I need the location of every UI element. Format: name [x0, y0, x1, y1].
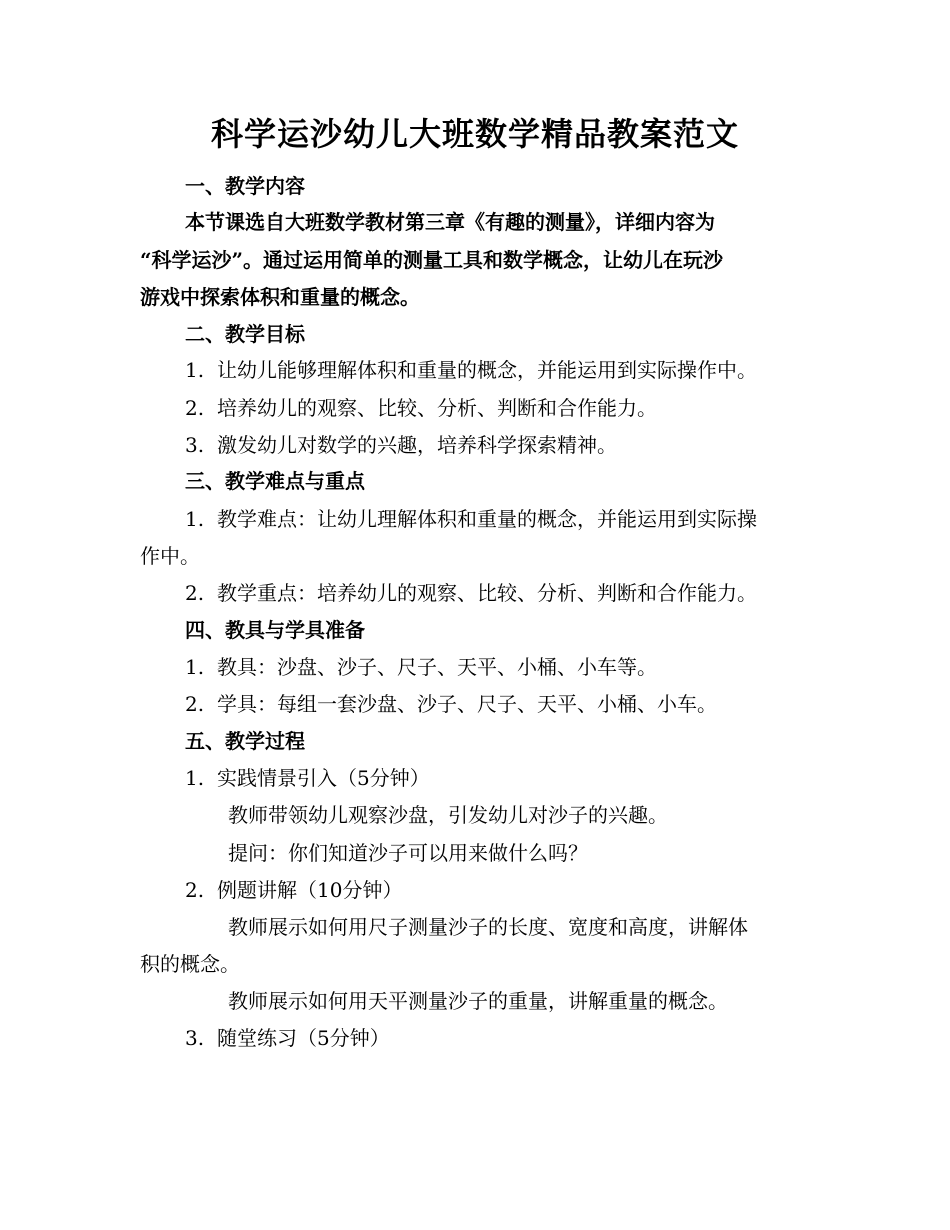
paragraph-line: “科学运沙”。通过运用简单的测量工具和数学概念，让幼儿在玩沙: [140, 248, 724, 272]
list-item-text: 实践情景引入（5分钟）: [217, 766, 430, 790]
list-item-number: 1.: [185, 507, 205, 531]
list-item: [185, 579, 757, 607]
list-item-text: 教学重点：培养幼儿的观察、比较、分析、判断和合作能力。: [217, 581, 757, 605]
list-item-text: 例题讲解（10分钟）: [217, 878, 403, 902]
paragraph-line: 游戏中探索体积和重量的概念。: [140, 285, 420, 309]
process-line: 提问：你们知道沙子可以用来做什么吗？: [228, 841, 588, 865]
list-item-number: 2.: [185, 878, 205, 902]
list-item-text: 让幼儿能够理解体积和重量的概念，并能运用到实际操作中。: [217, 358, 757, 382]
process-line: 教师展示如何用天平测量沙子的重量，讲解重量的概念。: [228, 989, 728, 1013]
list-item-continuation: 作中。: [140, 544, 200, 568]
list-item: [185, 764, 430, 792]
list-item-number: 1.: [185, 655, 205, 679]
list-item: [185, 876, 402, 904]
list-item-text: 学具：每组一套沙盘、沙子、尺子、天平、小桶、小车。: [217, 692, 717, 716]
list-item: [185, 653, 657, 681]
list-item: [185, 690, 717, 718]
list-item-text: 激发幼儿对数学的兴趣，培养科学探索精神。: [217, 433, 617, 457]
list-item-number: 2.: [185, 581, 205, 605]
list-item-text: 随堂练习（5分钟）: [217, 1026, 390, 1050]
list-item-number: 1.: [185, 766, 205, 790]
list-item-number: 2.: [185, 692, 205, 716]
list-item: [185, 1024, 390, 1052]
process-line-continuation: 积的概念。: [140, 952, 240, 976]
document-title: 科学运沙幼儿大班数学精品教案范文: [210, 115, 739, 153]
section-heading-difficulties: 三、教学难点与重点: [185, 469, 365, 493]
list-item: [185, 394, 657, 422]
list-item-text: 教具：沙盘、沙子、尺子、天平、小桶、小车等。: [217, 655, 657, 679]
list-item-text: 教学难点：让幼儿理解体积和重量的概念，并能运用到实际操: [217, 507, 757, 531]
process-line: 教师带领幼儿观察沙盘，引发幼儿对沙子的兴趣。: [228, 803, 668, 827]
list-item: [185, 431, 617, 459]
paragraph-line: 本节课选自大班数学教材第三章《有趣的测量》，详细内容为: [185, 210, 715, 234]
list-item-number: 2.: [185, 396, 205, 420]
section-heading-process: 五、教学过程: [185, 729, 305, 753]
list-item-number: 3.: [185, 1026, 205, 1050]
list-item-text: 培养幼儿的观察、比较、分析、判断和合作能力。: [217, 396, 657, 420]
list-item-number: 1.: [185, 358, 205, 382]
list-item: [185, 505, 757, 533]
section-heading-materials: 四、教具与学具准备: [185, 618, 365, 642]
section-heading-content: 一、教学内容: [185, 174, 305, 198]
list-item-number: 3.: [185, 433, 205, 457]
process-line: 教师展示如何用尺子测量沙子的长度、宽度和高度，讲解体: [228, 915, 748, 939]
section-heading-goals: 二、教学目标: [185, 322, 305, 346]
list-item: [185, 356, 757, 384]
